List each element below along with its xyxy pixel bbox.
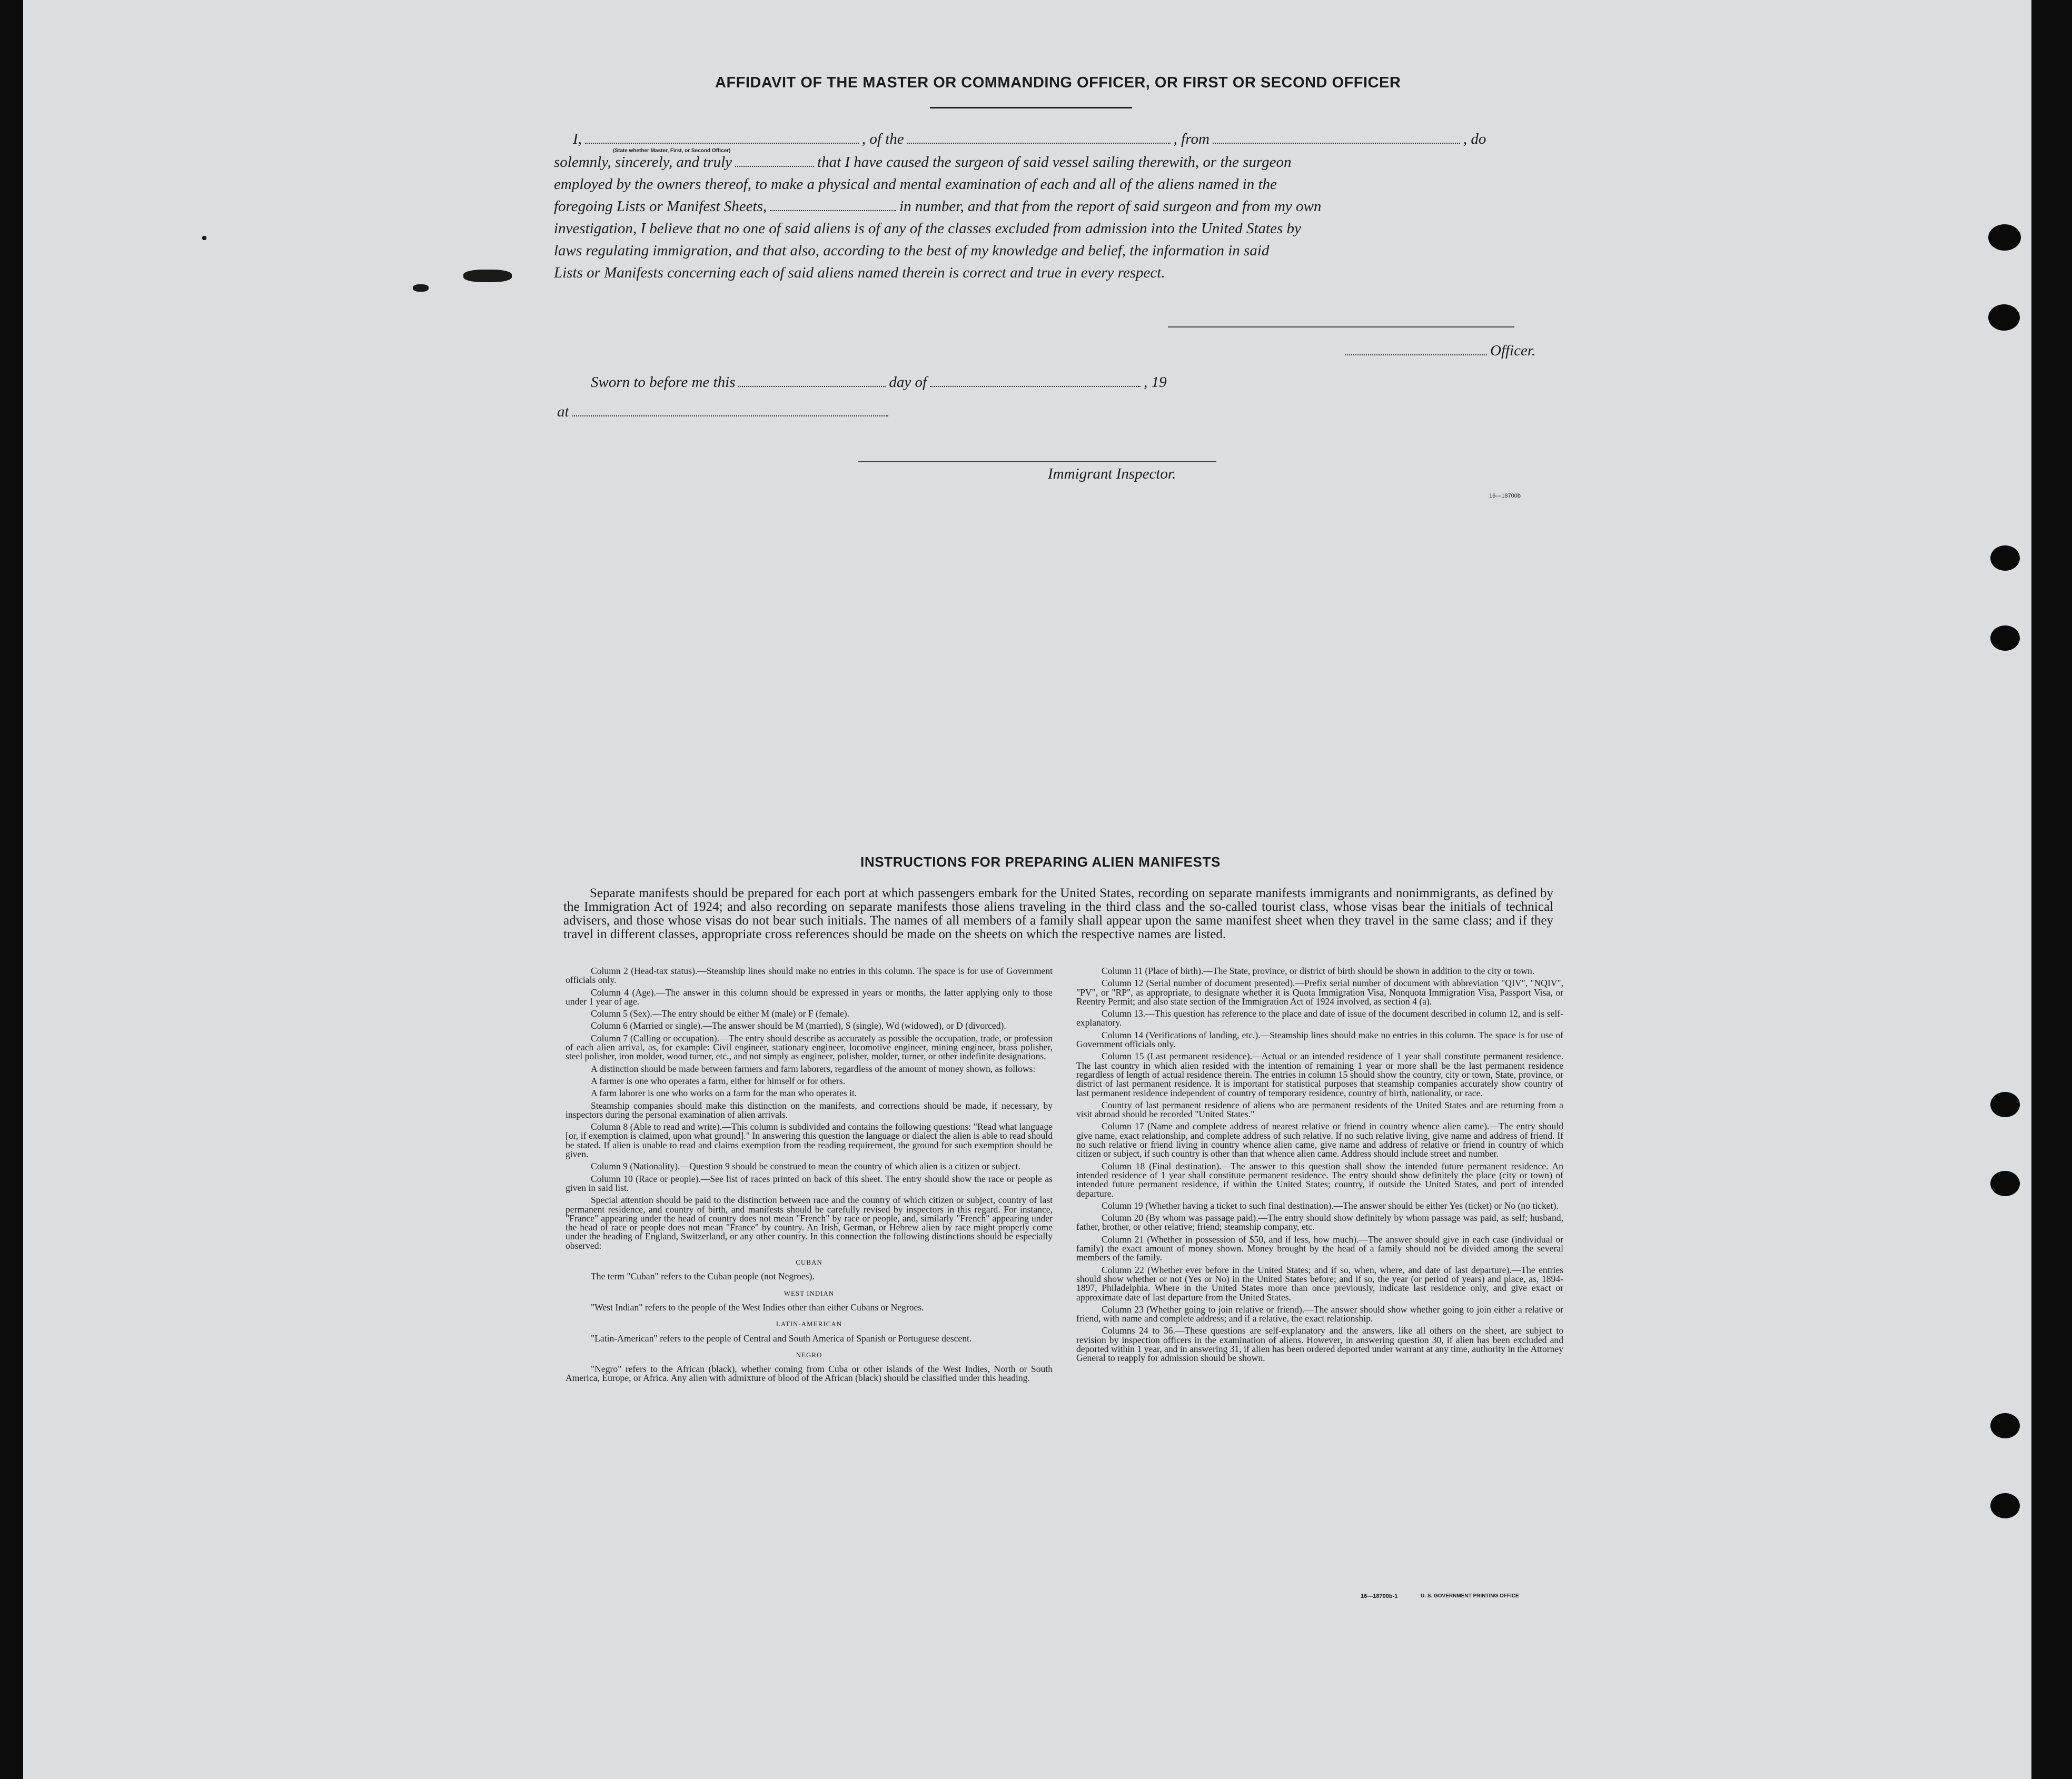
west-indian-heading: WEST INDIAN: [784, 1289, 835, 1297]
word-of-the: , of the: [861, 131, 904, 147]
column-22-instruction: Column 22 (Whether ever before in the United States; and if so, when, where, and date of last departure).—The entries should show whether or not (Yes or No) in the United States before; and if so, the year (or period of years) and place, as, 1894-1897, Philadelphia. Where in the United States more than once previously, indicate last residence only, and give exact or approximate date of last departure from the United States.: [1076, 1264, 1563, 1303]
column-9-instruction: Column 9 (Nationality).—Question 9 should be construed to mean the country of which alien is a citizen or subject.: [591, 1161, 1020, 1172]
column-18-instruction: Column 18 (Final destination).—The answer to this question shall show the intended future permanent residence. An intended residence of 1 year shall constitute permanent residence. The entry should show definitely the place (city or town) of intended future permanent residence, if within the United States; country, if outside the United States, and port of intended departure.: [1076, 1160, 1563, 1199]
column-10-instruction: Column 10 (Race or people).—See list of races printed on back of this sheet. The entry should show the race or people as given in said list.: [566, 1173, 1053, 1193]
column-15-instruction: Column 15 (Last permanent residence).—Actual or an intended residence of 1 year shall constitute permanent residence. The last country in which alien resided with the intention of remaining 1 year or more shall be the last permanent residence regardless of length of actual residence therein. The entries in column 15 should show the country, city or town, State, province, or district of last permanent residence. It is important for statistical purposes that steamship companies accurately show country of last permanent residence independent of country of temporary residence, country of birth, nationality, or race.: [1076, 1051, 1563, 1098]
officer-title-blank[interactable]: [1345, 343, 1487, 355]
punch-hole: [1988, 224, 2021, 251]
column-13-instruction: Column 13.—This question has reference to the place and date of issue of the document described in column 12, and is self-explanatory.: [1076, 1008, 1563, 1028]
column-20-instruction: Column 20 (By whom was passage paid).—The entry should show definitely by whom passage was paid, as self; husband, father, brother, or other relative; friend; steamship company, etc.: [1076, 1212, 1563, 1233]
officer-rank-blank[interactable]: [585, 131, 859, 144]
latin-american-heading: LATIN-AMERICAN: [776, 1320, 842, 1328]
sheet-count-blank[interactable]: [770, 198, 896, 211]
negro-heading: NEGRO: [796, 1350, 822, 1359]
port-blank[interactable]: [1213, 131, 1460, 144]
column-2-instruction: Column 2 (Head-tax status).—Steamship lines should make no entries in this column. The space is for use of Government officials only.: [566, 966, 1053, 986]
column-23-instruction: Column 23 (Whether going to join relative or friend).—The answer should show whether going to join either a relative or friend, with name and complete address; and if a relative, the exact relationship.: [1076, 1304, 1563, 1324]
affidavit-line-6: laws regulating immigration, and that also, according to the best of my knowledge and belief, the information in said: [554, 242, 1270, 259]
punch-hole: [1990, 1092, 2020, 1117]
column-12-instruction: Column 12 (Serial number of document presented).—Prefix serial number of document with abbreviation "QIV", "NQIV", "PV", or "RP", as appropriate, to designate whether it is Quota Immigration Visa, Nonquota Immigration Visa, Passport Visa, or Reentry Permit; and also state section of the Immigration Act of 1924 involved, as section 4 (a).: [1076, 978, 1563, 1007]
column-6-instruction: Column 6 (Married or single).—The answer should be M (married), S (single), Wd (widowed), or D (divorced).: [591, 1020, 1006, 1031]
instructions-right-column: [1076, 967, 1563, 1366]
word-from: , from: [1173, 131, 1210, 147]
officer-line: [1342, 342, 1535, 360]
punch-hole: [1990, 1413, 2020, 1438]
signature-line[interactable]: [1168, 315, 1514, 327]
officer-label: Officer.: [1490, 342, 1536, 359]
punch-hole: [1990, 545, 2020, 571]
cuban-heading: CUBAN: [796, 1258, 822, 1267]
sworn-day-blank[interactable]: [738, 374, 886, 387]
ink-smudge: [202, 236, 206, 240]
word-i: I,: [573, 131, 582, 147]
instructions-intro: Separate manifests should be prepared for each port at which passengers embark for the United States, recording on separate manifests immigrants and nonimmigrants, as defined by the Immigration Act of 1924; and also recording on separate manifests those aliens traveling in the third class and the so-called tourist class, whose visas bear the initials of technical advisers, and those whose visas do not bear such initials. The names of all members of a family shall appear upon the same manifest sheet when they travel in the same class; and if they travel in different classes, appropriate cross references should be made on the sheets on which the respective names are listed.: [563, 886, 1553, 941]
columns-24-36-instruction: Columns 24 to 36.—These questions are self-explanatory and the answers, like all others on the sheet, are subject to revision by inspection officers in the examination of aliens. However, in answering question 30, if alien has been excluded and deported within 1 year, and in answering 31, if alien has been ordered deported under warrant at any time, authority in the Attorney General to reapply for admission should be shown.: [1076, 1325, 1563, 1364]
ink-smudge: [413, 284, 429, 292]
column-8-instruction: Column 8 (Able to read and write).—This column is subdivided and contains the following questions: "Read what language [or, if exemption is claimed, upon what ground]." In answering this question the language or dialect the alien is able to read should be stated. If alien is unable to read and claims exemption from the reading requirement, the ground for such exemption should be given.: [566, 1121, 1053, 1160]
place-blank[interactable]: [572, 404, 888, 416]
at-line: at: [557, 403, 891, 421]
column-17-instruction: Column 17 (Name and complete address of nearest relative or friend in country whence alien came).—The entry should give name, exact relationship, and complete address of such relative. If no such relative living, give name and address of friend. If no such relative or friend living in country whence alien came, give name and address of relative or friend in country of which citizen or subject, if such country is other than that whence alien came. Address should include street and number.: [1076, 1121, 1563, 1159]
inspector-signature-line[interactable]: [858, 461, 1216, 462]
footer-printer: U. S. GOVERNMENT PRINTING OFFICE: [1421, 1593, 1519, 1599]
affidavit-line-2: solemnly, sincerely, and truly that I have caused the surgeon of said vessel sailing therewith, or the surgeon: [554, 154, 1292, 171]
column-11-instruction: Column 11 (Place of birth).—The State, province, or district of birth should be shown in addition to the city or town.: [1102, 966, 1535, 976]
farmer-distinction: A distinction should be made between farmers and farm laborers, regardless of the amount of money shown, as follows:: [591, 1063, 1036, 1074]
negro-text: "Negro" refers to the African (black), whether coming from Cuba or other islands of the West Indies, North or South America, Europe, or Africa. Any alien with admixture of blood of the African (black) should be classified under this heading.: [566, 1364, 1053, 1384]
steamship-distinction: Steamship companies should make this distinction on the manifests, and corrections should be made, if necessary, by inspectors during the personal examination of alien arrivals.: [566, 1100, 1053, 1120]
form-code: 16—18700b: [1489, 493, 1521, 499]
farm-laborer-definition: A farm laborer is one who works on a farm for the man who operates it.: [591, 1088, 857, 1099]
column-19-instruction: Column 19 (Whether having a ticket to such final destination).—The answer should be either Yes (ticket) or No (no ticket).: [1102, 1200, 1559, 1211]
footer-form-code: 16—18700b-1: [1361, 1593, 1398, 1599]
column-21-instruction: Column 21 (Whether in possession of $50, and if less, how much).—The answer should give in each case (individual or family) the exact amount of money shown. Money brought by the head of a family should not be divided among the several members of the family.: [1076, 1234, 1563, 1263]
affidavit-title: AFFIDAVIT OF THE MASTER OR COMMANDING OFFICER, OR FIRST OR SECOND OFFICER: [715, 74, 1401, 91]
affidavit-line-3: employed by the owners thereof, to make a physical and mental examination of each and all of the aliens named in the: [554, 176, 1277, 193]
cuban-text: The term "Cuban" refers to the Cuban people (not Negroes).: [591, 1271, 815, 1282]
column-7-instruction: Column 7 (Calling or occupation).—The entry should describe as accurately as possible the occupation, trade, or profession of each alien arrival, as, for example: Civil engineer, stationary engineer, locomotive engineer, mining engineer, brass polisher, steel polisher, iron molder, wood turner, etc., and not simply as engineer, polisher, molder, turner, or other indefinite designations.: [566, 1032, 1053, 1062]
punch-hole: [1990, 1171, 2020, 1196]
sworn-line: Sworn to before me this day of , 19: [591, 374, 1167, 391]
affidavit-line-4: foregoing Lists or Manifest Sheets, in number, and that from the report of said surgeon and from my own: [554, 198, 1322, 215]
ink-smudge: [463, 270, 512, 282]
sworn-month-blank[interactable]: [930, 374, 1141, 387]
punch-hole: [1988, 304, 2020, 331]
word-do: , do: [1463, 131, 1486, 147]
west-indian-text: "West Indian" refers to the people of the West Indies other than either Cubans or Negroes.: [591, 1301, 924, 1313]
column-14-instruction: Column 14 (Verifications of landing, etc.).—Steamship lines should make no entries in this column. The space is for use of Government officials only.: [1076, 1029, 1563, 1050]
affidavit-line-1: [573, 131, 1486, 148]
instructions-title: INSTRUCTIONS FOR PREPARING ALIEN MANIFESTS: [860, 854, 1221, 870]
punch-hole: [1990, 625, 2020, 651]
state-note: (State whether Master, First, or Second Officer): [613, 148, 731, 154]
affidavit-line-5: investigation, I believe that no one of said aliens is of any of the classes excluded from admission into the United States by: [554, 220, 1301, 237]
vessel-name-blank[interactable]: [907, 131, 1171, 144]
latin-american-text: "Latin-American" refers to the people of Central and South America of Spanish or Portuguese descent.: [591, 1333, 972, 1344]
race-country-note: Special attention should be paid to the distinction between race and the country of which citizen or subject, country of last permanent residence, and country of birth, and manifests should be carefully revised by inspectors in this regard. For instance, "France" appearing under the head of country does not mean "French" by race or people, and, similarly "French" appearing under the head of race or people does not mean "France" by country. An Irish, German, or Hebrew alien by race might properly come under the heading of England, Switzerland, or any other country. In this connection the following distinctions should be especially observed:: [566, 1195, 1053, 1251]
column-5-instruction: Column 5 (Sex).—The entry should be either M (male) or F (female).: [591, 1008, 850, 1019]
column-4-instruction: Column 4 (Age).—The answer in this column should be expressed in years or months, the latter applying only to those under 1 year of age.: [566, 987, 1053, 1007]
farmer-definition: A farmer is one who operates a farm, either for himself or for others.: [591, 1075, 846, 1086]
punch-hole: [1990, 1493, 2020, 1518]
sailing-blank[interactable]: [735, 154, 814, 167]
residence-note: Country of last permanent residence of aliens who are permanent residents of the United States and are returning from a visit abroad should be recorded "United States.": [1076, 1099, 1563, 1120]
instructions-left-column: [566, 967, 1053, 1386]
inspector-label: Immigrant Inspector.: [1048, 465, 1176, 482]
title-underline: [930, 107, 1132, 108]
affidavit-line-7: Lists or Manifests concerning each of said aliens named therein is correct and true in every respect.: [554, 264, 1165, 281]
